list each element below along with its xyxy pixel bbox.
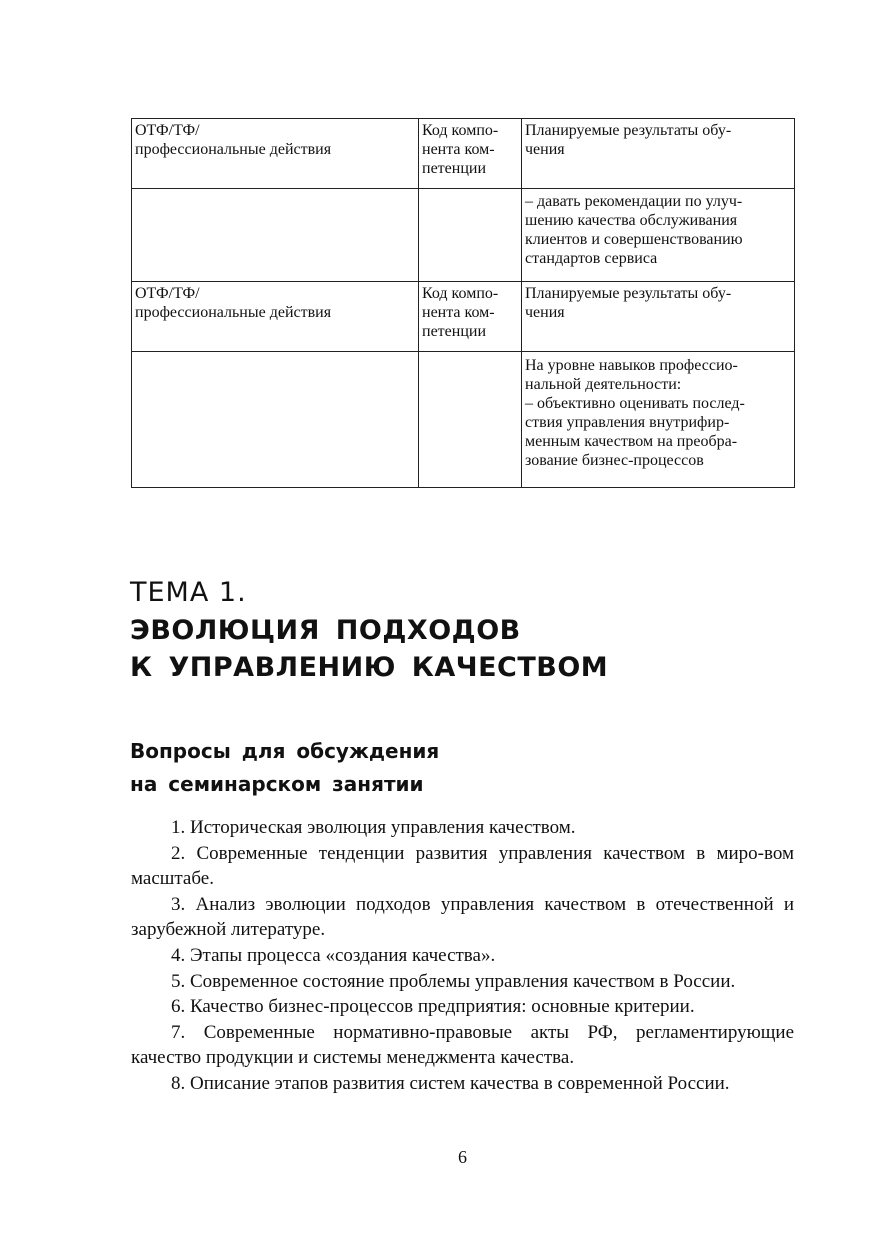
table-header-row bbox=[132, 119, 795, 189]
list-item: 2. Современные тенденции развития управления качеством в миро-вом масштабе. bbox=[131, 842, 794, 890]
table-cell: Планируемые результаты обу- чения bbox=[522, 282, 795, 352]
table-cell: Планируемые результаты обу- чения bbox=[522, 119, 795, 189]
questions-heading-line: Вопросы для обсуждения bbox=[130, 739, 440, 763]
table-cell bbox=[132, 352, 419, 488]
table-row bbox=[132, 189, 795, 282]
table-cell: – давать рекомендации по улуч- шению качества обслуживания клиентов и совершенствованию стандартов сервиса bbox=[522, 189, 795, 282]
topic-title-line: К УПРАВЛЕНИЮ КАЧЕСТВОМ bbox=[130, 652, 609, 683]
table-cell bbox=[132, 189, 419, 282]
table-header-row bbox=[132, 282, 795, 352]
topic-label: ТЕМА 1. bbox=[130, 577, 247, 608]
questions-heading-line: на семинарском занятии bbox=[130, 772, 424, 796]
list-item: 8. Описание этапов развития систем качества в современной России. bbox=[171, 1072, 730, 1094]
table-cell: ОТФ/ТФ/ профессиональные действия bbox=[132, 282, 419, 352]
competency-table bbox=[131, 118, 795, 488]
list-item: 1. Историческая эволюция управления качеством. bbox=[171, 817, 576, 838]
table-cell: Код компо- нента ком- петенции bbox=[419, 282, 522, 352]
list-item: 7. Современные нормативно-правовые акты РФ, регламентирующие качество продукции и системы менеджмента качества. bbox=[131, 1021, 794, 1069]
list-item: 3. Анализ эволюции подходов управления качеством в отечественной и зарубежной литературе. bbox=[131, 893, 794, 941]
table-cell: ОТФ/ТФ/ профессиональные действия bbox=[132, 119, 419, 189]
table-cell: На уровне навыков профессио- нальной деятельности: – объективно оценивать послед- ствия управления внутрифир- менным качеством на преобра- зование бизнес-процессов bbox=[522, 352, 795, 488]
questions-list bbox=[131, 815, 794, 1097]
table-cell bbox=[419, 352, 522, 488]
questions-heading bbox=[130, 735, 439, 801]
table-cell: Код компо- нента ком- петенции bbox=[419, 119, 522, 189]
topic-title-line: ЭВОЛЮЦИЯ ПОДХОДОВ bbox=[130, 615, 521, 646]
table-cell bbox=[419, 189, 522, 282]
topic-title bbox=[130, 612, 608, 686]
page-number: 6 bbox=[458, 1147, 467, 1167]
list-item: 5. Современное состояние проблемы управления качеством в России. bbox=[171, 970, 736, 992]
table-row bbox=[132, 352, 795, 488]
list-item: 6. Качество бизнес-процессов предприятия: основные критерии. bbox=[171, 996, 695, 1018]
list-item: 4. Этапы процесса «создания качества». bbox=[171, 944, 496, 966]
